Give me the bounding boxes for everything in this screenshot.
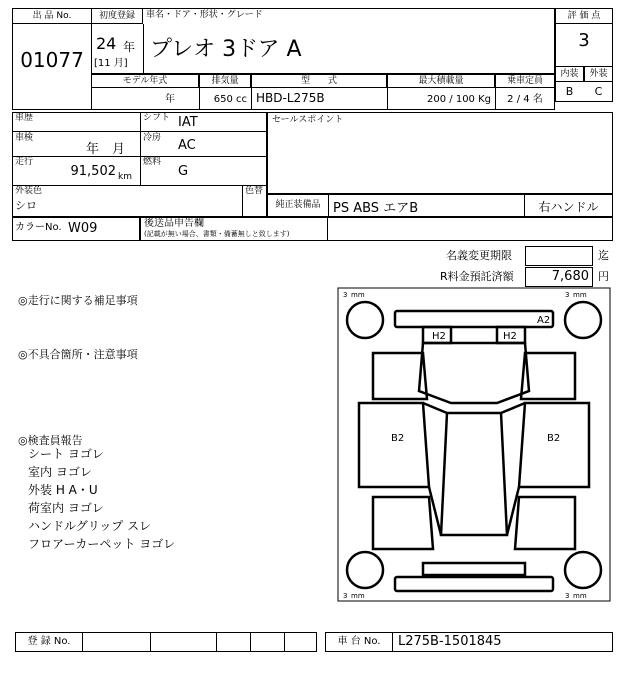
damage-mark-b2-right: B2 xyxy=(547,433,561,444)
equipment-label: 純正装備品 xyxy=(267,194,329,217)
inspector-report-list xyxy=(28,445,175,553)
color-label: 外装色 xyxy=(15,186,43,196)
report-line: フロアーカーペット ヨゴレ xyxy=(28,537,176,551)
fuel-value: G xyxy=(178,164,189,179)
corner-label-rear-left: 3 xyxy=(343,592,348,600)
model-year-label: モデル年式 xyxy=(91,74,199,88)
recycle-label: R料金預託済額 xyxy=(440,270,514,283)
name-change-field xyxy=(525,246,593,266)
interior-label: 内装 xyxy=(555,66,584,82)
inspector-report-title: ◎検査員報告 xyxy=(18,434,83,447)
name-change-unit: 迄 xyxy=(598,249,609,262)
ac-value: AC xyxy=(178,138,196,153)
type-label: 型 式 xyxy=(251,74,387,88)
color-no-value: W09 xyxy=(68,221,98,236)
damage-mark-h2-right: H2 xyxy=(503,331,517,342)
equipment-value: PS ABS エアB xyxy=(333,201,419,216)
mileage-value: 91,502 xyxy=(70,164,116,179)
registration-label: 登 録 No. xyxy=(15,632,83,652)
driving-notes-title: ◎走行に関する補足事項 xyxy=(18,294,138,307)
corner-label-front-right: 3 xyxy=(565,291,570,299)
car-damage-diagram xyxy=(337,287,611,602)
displacement-value: 650 cc xyxy=(213,94,247,105)
first-reg-year-unit: 年 xyxy=(123,40,136,54)
interior-grade: B xyxy=(565,85,574,98)
inspection-value: 年 月 xyxy=(86,142,126,157)
color-change-label: 色替 xyxy=(245,186,264,196)
color-box xyxy=(12,185,267,217)
corner-unit-rear-left: mm xyxy=(351,592,365,600)
damage-mark-b2-left: B2 xyxy=(391,433,405,444)
recycle-unit: 円 xyxy=(598,270,609,283)
rating-value: 3 xyxy=(578,30,590,51)
corner-label-front-left: 3 xyxy=(343,291,348,299)
shift-value: IAT xyxy=(178,115,198,130)
capacity-label: 乗車定員 xyxy=(495,74,555,88)
type-value: HBD-L275B xyxy=(256,91,325,105)
damage-mark-a2: A2 xyxy=(537,315,551,326)
report-line: シート ヨゴレ xyxy=(28,447,104,461)
chassis-value: L275B-1501845 xyxy=(398,634,502,649)
mileage-unit: km xyxy=(118,172,132,182)
payload-label: 最大積載量 xyxy=(387,74,495,88)
lot-label: 出 品 No. xyxy=(12,8,92,24)
car-name: プレオ 3ドア A xyxy=(150,37,302,62)
corner-unit-front-right: mm xyxy=(573,291,587,299)
chassis-label: 車 台 No. xyxy=(325,632,393,652)
inspection-label: 車検 xyxy=(15,133,34,143)
report-line: 荷室内 ヨゴレ xyxy=(28,501,104,515)
history-label: 車歴 xyxy=(15,113,34,123)
recycle-value: 7,680 xyxy=(551,269,589,284)
model-year-unit: 年 xyxy=(165,94,175,105)
corner-unit-rear-right: mm xyxy=(573,592,587,600)
first-reg-year: 24 xyxy=(96,34,117,53)
sales-point-label: セールスポイント xyxy=(272,115,344,125)
exterior-grade: C xyxy=(594,85,603,98)
defect-notes-title: ◎不具合箇所・注意事項 xyxy=(18,348,138,361)
lot-number: 01077 xyxy=(20,48,84,72)
capacity-value: 2 / 4 名 xyxy=(507,94,543,105)
car-name-label: 車名・ドア・形状・グレード xyxy=(146,10,263,20)
rating-label: 評 価 点 xyxy=(555,8,613,24)
corner-unit-front-left: mm xyxy=(351,291,365,299)
ac-label: 冷房 xyxy=(143,133,162,143)
mileage-label: 走行 xyxy=(15,157,34,167)
first-reg-month: [11 月] xyxy=(94,58,128,69)
name-change-label: 名義変更期限 xyxy=(446,249,512,262)
color-no-label: カラーNo. xyxy=(15,222,62,233)
report-line: 外装 H A・U xyxy=(28,483,98,497)
fuel-label: 燃料 xyxy=(143,157,162,167)
handle-value: 右ハンドル xyxy=(538,200,599,214)
shift-label: シフト xyxy=(143,113,171,123)
payload-value: 200 / 100 Kg xyxy=(427,94,491,105)
corner-label-rear-right: 3 xyxy=(565,592,570,600)
displacement-label: 排気量 xyxy=(199,74,251,88)
exterior-label: 外装 xyxy=(584,66,613,82)
report-line: ハンドルグリップ スレ xyxy=(28,519,152,533)
first-reg-label: 初度登録 xyxy=(91,8,143,24)
post-label: 後送品申告欄 xyxy=(144,218,204,229)
post-note: (記載が無い場合、書類・備蓄無しと致します) xyxy=(144,230,290,238)
color-value: シロ xyxy=(15,199,37,212)
report-line: 室内 ヨゴレ xyxy=(28,465,92,479)
damage-mark-h2-left: H2 xyxy=(432,331,446,342)
